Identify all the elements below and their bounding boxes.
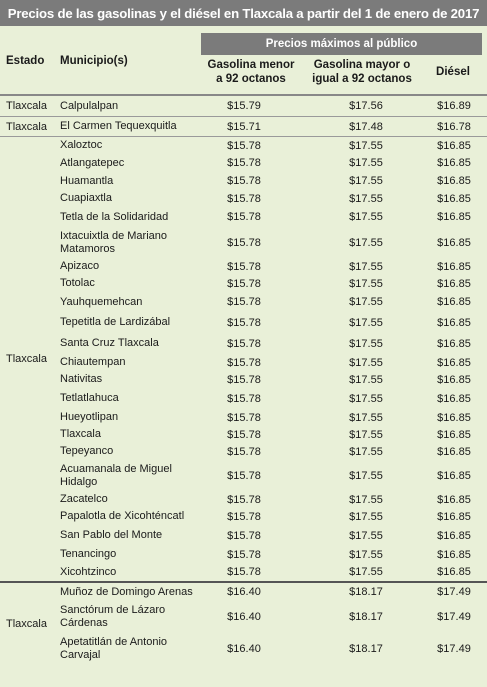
table-row: [0, 491, 487, 508]
gasolina-menor-cell: $15.78: [227, 236, 261, 249]
gasolina-menor-cell: $15.78: [227, 566, 261, 578]
gasolina-mayor-cell: $18.17: [349, 611, 383, 623]
municipio-cell: Tlaxcala: [60, 428, 101, 440]
diesel-cell: $16.85: [437, 175, 471, 187]
gasolina-menor-cell: $16.40: [227, 643, 261, 655]
table-row: [0, 546, 487, 563]
gasolina-menor-cell: $15.78: [227, 373, 261, 386]
municipio-cell: Atlangatepec: [60, 156, 125, 169]
gasolina-mayor-cell: $17.55: [349, 445, 383, 458]
state-cell: Tlaxcala: [6, 353, 47, 365]
diesel-cell: $17.49: [437, 611, 471, 623]
gasolina-menor-cell: $15.78: [227, 260, 261, 273]
gasolina-menor-header: Gasolina menor a 92 octanos: [207, 59, 295, 85]
diesel-cell: $16.85: [437, 392, 471, 405]
table-row: [0, 292, 487, 312]
gasolina-menor-cell: $15.78: [227, 411, 261, 424]
table-row: [0, 583, 487, 601]
gasolina-mayor-cell: $18.17: [349, 586, 383, 598]
gasolina-menor-cell: $15.78: [227, 469, 261, 482]
gasolina-mayor-cell: $17.55: [349, 211, 383, 223]
gasolina-mayor-cell: $17.55: [349, 316, 383, 329]
diesel-cell: $16.85: [437, 548, 471, 561]
table-header: [0, 26, 487, 94]
table-row: [0, 227, 487, 258]
municipio-cell: Tepetitla de Lardizábal: [60, 316, 171, 328]
gasolina-menor-cell: $15.78: [227, 211, 261, 223]
municipio-cell: Nativitas: [60, 373, 103, 385]
gasolina-menor-cell: $15.78: [227, 192, 261, 205]
state-cell: Tlaxcala: [6, 618, 47, 630]
gasolina-mayor-cell: $17.55: [349, 139, 383, 152]
gasolina-menor-cell: $15.78: [227, 157, 261, 169]
table-body: [0, 96, 487, 665]
diesel-cell: $16.85: [437, 356, 471, 369]
diesel-cell: $16.85: [437, 236, 471, 249]
state-group: [0, 137, 487, 583]
municipio-cell: Ixtacuixtla de Mariano Matamoros: [60, 229, 167, 255]
gasolina-menor-cell: $16.40: [227, 611, 261, 623]
diesel-cell: $16.85: [437, 192, 471, 205]
diesel-cell: $16.85: [437, 337, 471, 350]
diesel-cell: $16.85: [437, 510, 471, 523]
diesel-cell: $16.85: [437, 529, 471, 542]
gasolina-menor-cell: $15.78: [227, 493, 261, 506]
diesel-cell: $16.85: [437, 316, 471, 329]
gasolina-menor-cell: $15.78: [227, 392, 261, 405]
municipio-cell: Tenancingo: [60, 548, 117, 560]
table-row: [0, 633, 487, 665]
diesel-cell: $16.85: [437, 260, 471, 273]
diesel-cell: $17.49: [437, 643, 471, 655]
diesel-cell: $16.85: [437, 296, 471, 308]
gasolina-mayor-cell: $17.48: [349, 120, 383, 133]
table-row: [0, 207, 487, 227]
diesel-header: Diésel: [436, 66, 470, 78]
price-group-header: Precios máximos al público: [201, 33, 482, 55]
municipio-cell: Apizaco: [60, 260, 100, 272]
gasolina-menor-cell: $15.78: [227, 356, 261, 369]
diesel-cell: $16.78: [437, 120, 471, 133]
gasolina-mayor-cell: $17.56: [349, 100, 383, 112]
table-row: [0, 426, 487, 443]
table-row: [0, 137, 487, 154]
municipio-cell: Cuapiaxtla: [60, 192, 112, 204]
gasolina-menor-cell: $15.78: [227, 529, 261, 542]
gasolina-mayor-cell: $17.55: [349, 411, 383, 424]
gasolina-mayor-cell: $17.55: [349, 529, 383, 542]
table-row: [0, 154, 487, 172]
municipio-cell: Papalotla de Xicohténcatl: [60, 510, 185, 522]
municipio-cell: Hueyotlipan: [60, 411, 119, 423]
municipio-cell: Xaloztoc: [60, 139, 103, 151]
gasolina-mayor-cell: $17.55: [349, 493, 383, 506]
gasolina-mayor-cell: $17.55: [349, 296, 383, 308]
gasolina-mayor-cell: $17.55: [349, 392, 383, 405]
table-row: [0, 117, 487, 136]
table-row: [0, 563, 487, 581]
table-row: [0, 172, 487, 190]
table-row: [0, 443, 487, 460]
table-row: [0, 525, 487, 546]
gasolina-menor-cell: $15.78: [227, 445, 261, 458]
gasolina-menor-cell: $15.78: [227, 139, 261, 152]
table-row: [0, 258, 487, 275]
gasolina-mayor-cell: $17.55: [349, 356, 383, 369]
table-row: [0, 371, 487, 388]
gasolina-menor-cell: $15.78: [227, 548, 261, 561]
state-group: [0, 583, 487, 665]
municipio-cell: Tepeyanco: [60, 445, 114, 457]
municipio-cell: Muñoz de Domingo Arenas: [60, 585, 193, 598]
diesel-cell: $16.85: [437, 493, 471, 506]
diesel-cell: $16.85: [437, 373, 471, 386]
municipio-cell: Santa Cruz Tlaxcala: [60, 337, 159, 349]
diesel-cell: $16.85: [437, 139, 471, 152]
gasolina-mayor-cell: $17.55: [349, 566, 383, 578]
table-title: Precios de las gasolinas y el diésel en Tlaxcala a partir del 1 de enero de 2017: [0, 0, 487, 26]
diesel-cell: $16.85: [437, 445, 471, 458]
municipio-cell: Acuamanala de Miguel Hidalgo: [60, 462, 172, 488]
gasolina-menor-cell: $15.78: [227, 428, 261, 441]
gasolina-menor-cell: $15.78: [227, 296, 261, 308]
gasolina-menor-cell: $15.79: [227, 100, 261, 112]
table-row: [0, 601, 487, 633]
gasolina-menor-cell: $15.78: [227, 316, 261, 329]
diesel-cell: $17.49: [437, 586, 471, 598]
municipio-cell: Zacatelco: [60, 493, 108, 505]
table-row: [0, 333, 487, 354]
municipio-cell: Calpulalpan: [60, 99, 119, 112]
gasolina-mayor-cell: $17.55: [349, 548, 383, 561]
diesel-cell: $16.85: [437, 428, 471, 441]
gasolina-mayor-cell: $17.55: [349, 277, 383, 290]
state-group: [0, 117, 487, 137]
state-cell: Tlaxcala: [6, 120, 47, 133]
gasolina-mayor-cell: $17.55: [349, 469, 383, 482]
gasolina-mayor-cell: $17.55: [349, 428, 383, 441]
municipio-cell: Sanctórum de Lázaro Cárdenas: [60, 604, 166, 629]
municipio-header: Municipio(s): [60, 55, 128, 67]
municipio-cell: Tetlatlahuca: [60, 392, 119, 404]
gasolina-mayor-cell: $17.55: [349, 373, 383, 386]
municipio-cell: Apetatitlán de Antonio Carvajal: [60, 636, 168, 661]
gasolina-menor-cell: $15.78: [227, 337, 261, 350]
municipio-cell: San Pablo del Monte: [60, 529, 163, 541]
diesel-cell: $16.85: [437, 469, 471, 482]
gasolina-mayor-header: Gasolina mayor o igual a 92 octanos: [312, 59, 412, 85]
state-group: [0, 96, 487, 117]
table-row: [0, 388, 487, 409]
municipio-cell: Xicohtzinco: [60, 565, 117, 578]
table-row: [0, 312, 487, 333]
municipio-cell: Huamantla: [60, 174, 114, 187]
diesel-cell: $16.85: [437, 157, 471, 169]
state-cell: Tlaxcala: [6, 100, 47, 112]
table-row: [0, 190, 487, 207]
gasolina-mayor-cell: $17.55: [349, 192, 383, 205]
table-row: [0, 460, 487, 491]
gasolina-menor-cell: $15.78: [227, 510, 261, 523]
table-row: [0, 508, 487, 525]
diesel-cell: $16.85: [437, 277, 471, 290]
gasolina-menor-cell: $15.71: [227, 120, 261, 133]
diesel-cell: $16.89: [437, 100, 471, 112]
table-row: [0, 275, 487, 292]
municipio-cell: Totolac: [60, 277, 95, 289]
table-row: [0, 354, 487, 371]
table-row: [0, 96, 487, 116]
estado-header: Estado: [6, 55, 45, 67]
diesel-cell: $16.85: [437, 411, 471, 424]
gasolina-mayor-cell: $17.55: [349, 157, 383, 169]
municipio-cell: Tetla de la Solidaridad: [60, 210, 169, 223]
municipio-cell: Yauhquemehcan: [60, 295, 143, 308]
table-row: [0, 409, 487, 426]
gasolina-mayor-cell: $17.55: [349, 337, 383, 350]
gasolina-mayor-cell: $17.55: [349, 260, 383, 273]
gasolina-mayor-cell: $18.17: [349, 643, 383, 655]
gasolina-menor-cell: $16.40: [227, 586, 261, 598]
gasolina-mayor-cell: $17.55: [349, 236, 383, 249]
gasolina-mayor-cell: $17.55: [349, 175, 383, 187]
diesel-cell: $16.85: [437, 566, 471, 578]
gasolina-mayor-cell: $17.55: [349, 510, 383, 523]
municipio-cell: Chiautempan: [60, 356, 126, 368]
diesel-cell: $16.85: [437, 211, 471, 223]
gasolina-menor-cell: $15.78: [227, 277, 261, 290]
municipio-cell: El Carmen Tequexquitla: [60, 120, 177, 132]
gasolina-menor-cell: $15.78: [227, 175, 261, 187]
